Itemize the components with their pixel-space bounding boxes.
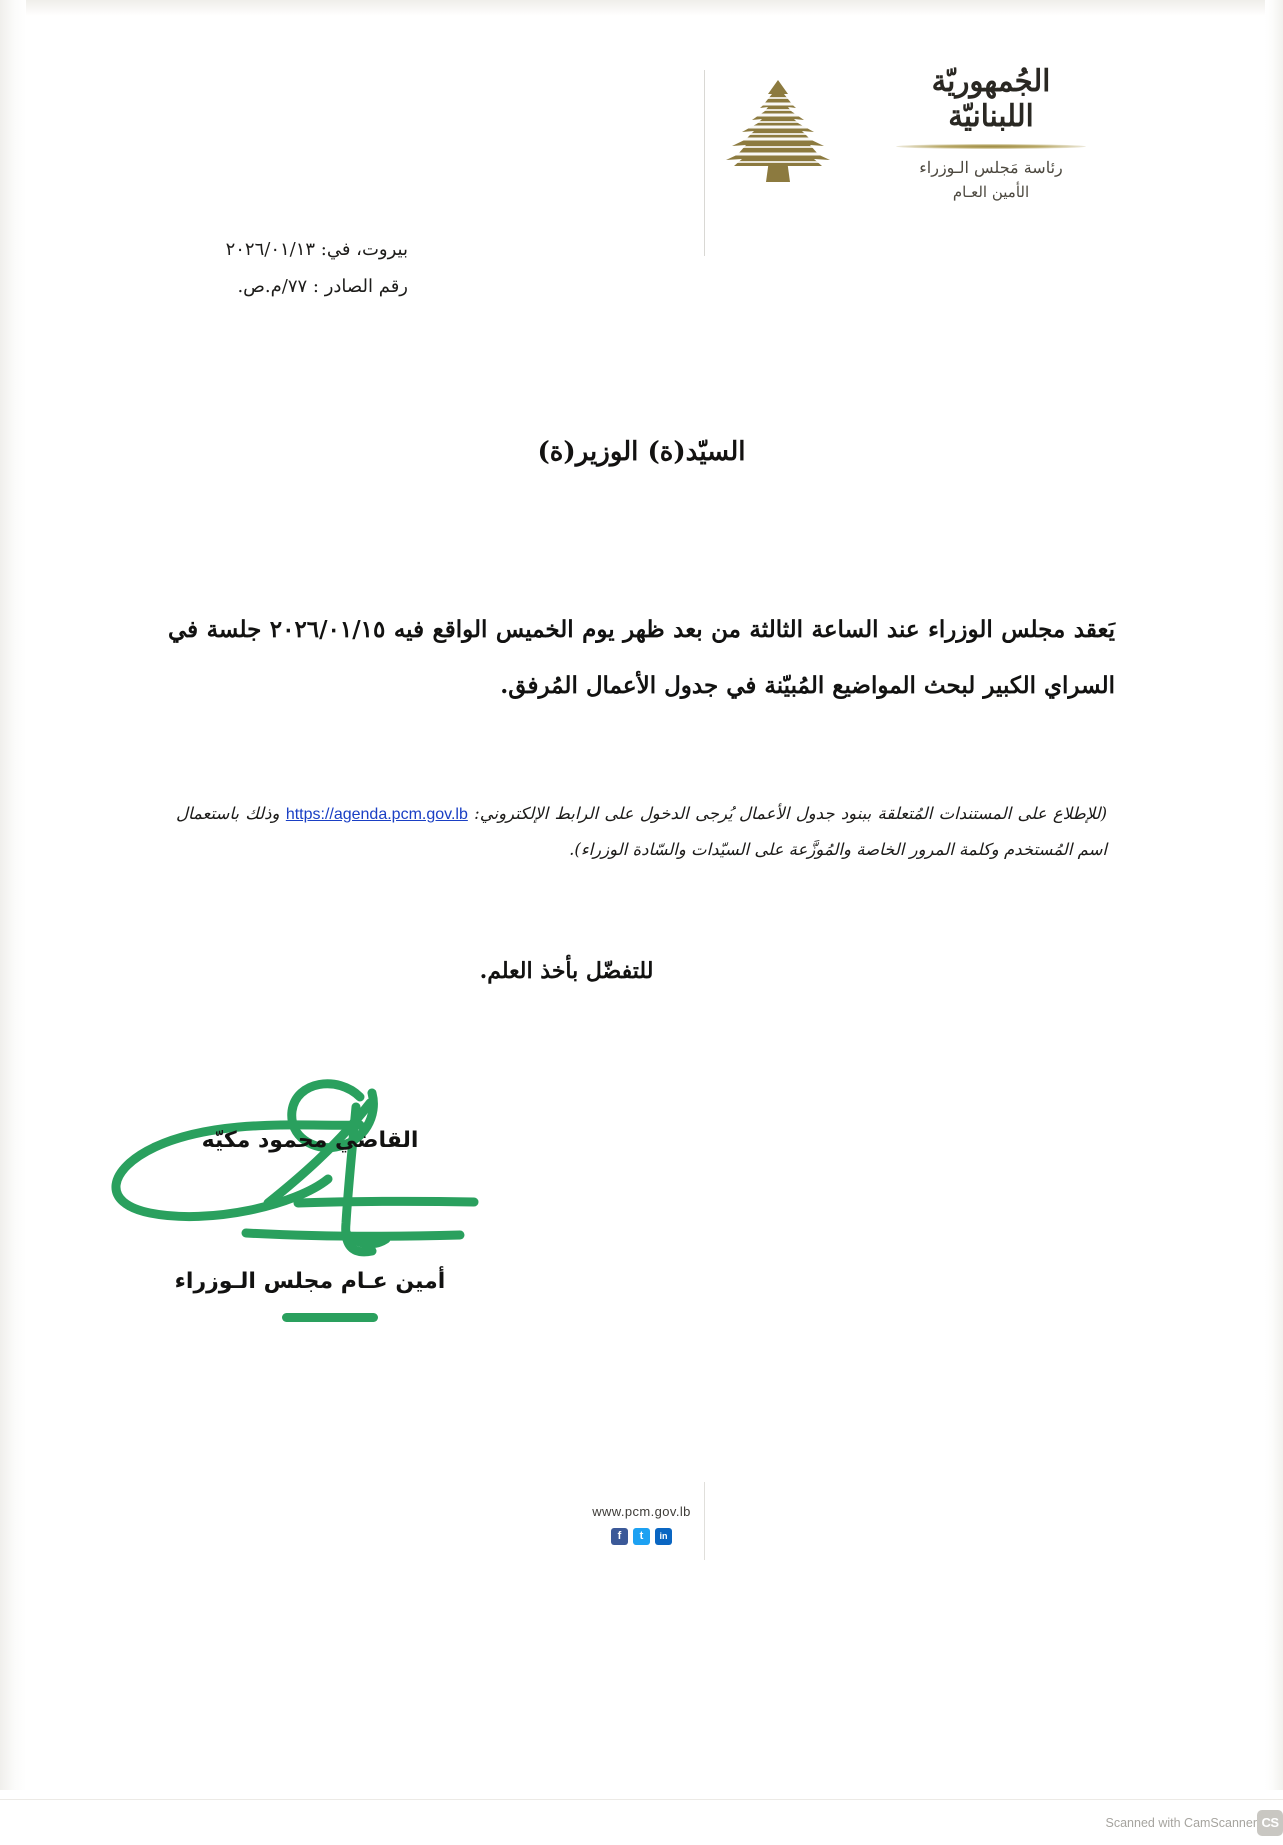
body-text-line2-post: لبحث المواضيع المُبيّنة في جدول الأعمال المُرفق. [500, 672, 984, 700]
camscanner-logo-icon: CS [1257, 1810, 1283, 1836]
letter-body [168, 602, 1115, 715]
linkedin-icon[interactable]: in [655, 1528, 672, 1545]
body-meeting-date: ٢٠٢٦/٠١/١٥ [269, 616, 386, 643]
letterhead-divider [704, 70, 705, 256]
letterhead-text [843, 64, 1133, 204]
social-links [0, 1528, 1283, 1545]
republic-title-line1: الجُمهوريّة [931, 64, 1051, 99]
footer-website[interactable]: www.pcm.gov.lb [592, 1504, 691, 1519]
body-text-mid3: الواقع فيه [385, 616, 496, 643]
letterhead [713, 64, 1133, 204]
scan-edge-top [0, 0, 1283, 16]
camscanner-label: Scanned with CamScanner [1105, 1815, 1257, 1830]
signatory-title: أمين عـام مجلس الـوزراء [174, 1269, 446, 1294]
body-text-line2-pre: جلسة في [168, 616, 270, 643]
authority-name: رئاسة مَجلس الـوزراء [919, 157, 1063, 177]
body-text-mid1: من [702, 616, 750, 643]
document-reference-number: رقم الصادر : ٧٧/م.ص. [237, 275, 408, 297]
handwritten-signature [60, 1055, 580, 1345]
agenda-note-suffix: وذلك باستعمال اسم المُستخدم وكلمة المرور الخاصة والمُوزَّعة على السيّدات والسّادة الوزراء). [176, 804, 1107, 860]
republic-title-line2: اللبنانيّة [948, 99, 1034, 135]
signature-block [60, 1055, 580, 1345]
body-emph-afternoon: بعد ظهر [623, 616, 703, 643]
body-text-mid2: يوم [573, 616, 624, 643]
agenda-portal-link[interactable]: https://agenda.pcm.gov.lb [285, 806, 468, 823]
document-footer [0, 1504, 1283, 1545]
document-meta [108, 232, 408, 306]
body-emph-day: الخميس [495, 616, 574, 643]
body-emph-time: الثالثة [749, 616, 804, 643]
document-date: بيروت، في: ٢٠٢٦/٠١/١٣ [225, 239, 408, 260]
office-name: الأمين العـام [952, 182, 1030, 201]
twitter-icon[interactable]: t [633, 1528, 650, 1545]
body-text-pre: يَعقد مجلس الوزراء عند الساعة [803, 616, 1115, 643]
republic-title [853, 64, 1128, 135]
addressee: السيّد(ة) الوزير(ة) [537, 437, 746, 467]
closing-line: للتفضّل بأخذ العلم. [479, 958, 654, 984]
camscanner-watermark [0, 1799, 1283, 1845]
cedar-tree-icon [713, 64, 843, 196]
facebook-icon[interactable]: f [611, 1528, 628, 1545]
signatory-name: القاضي محمود مكيّه [201, 1128, 419, 1153]
agenda-note-prefix: (للإطلاع على المستندات المُتعلقة ببنود جدول الأعمال يُرجى الدخول على الرابط الإلكتروني: [474, 804, 1108, 823]
body-emph-venue: السراي الكبير [983, 672, 1115, 700]
letterhead-rule [896, 144, 1086, 149]
agenda-note [176, 796, 1107, 869]
